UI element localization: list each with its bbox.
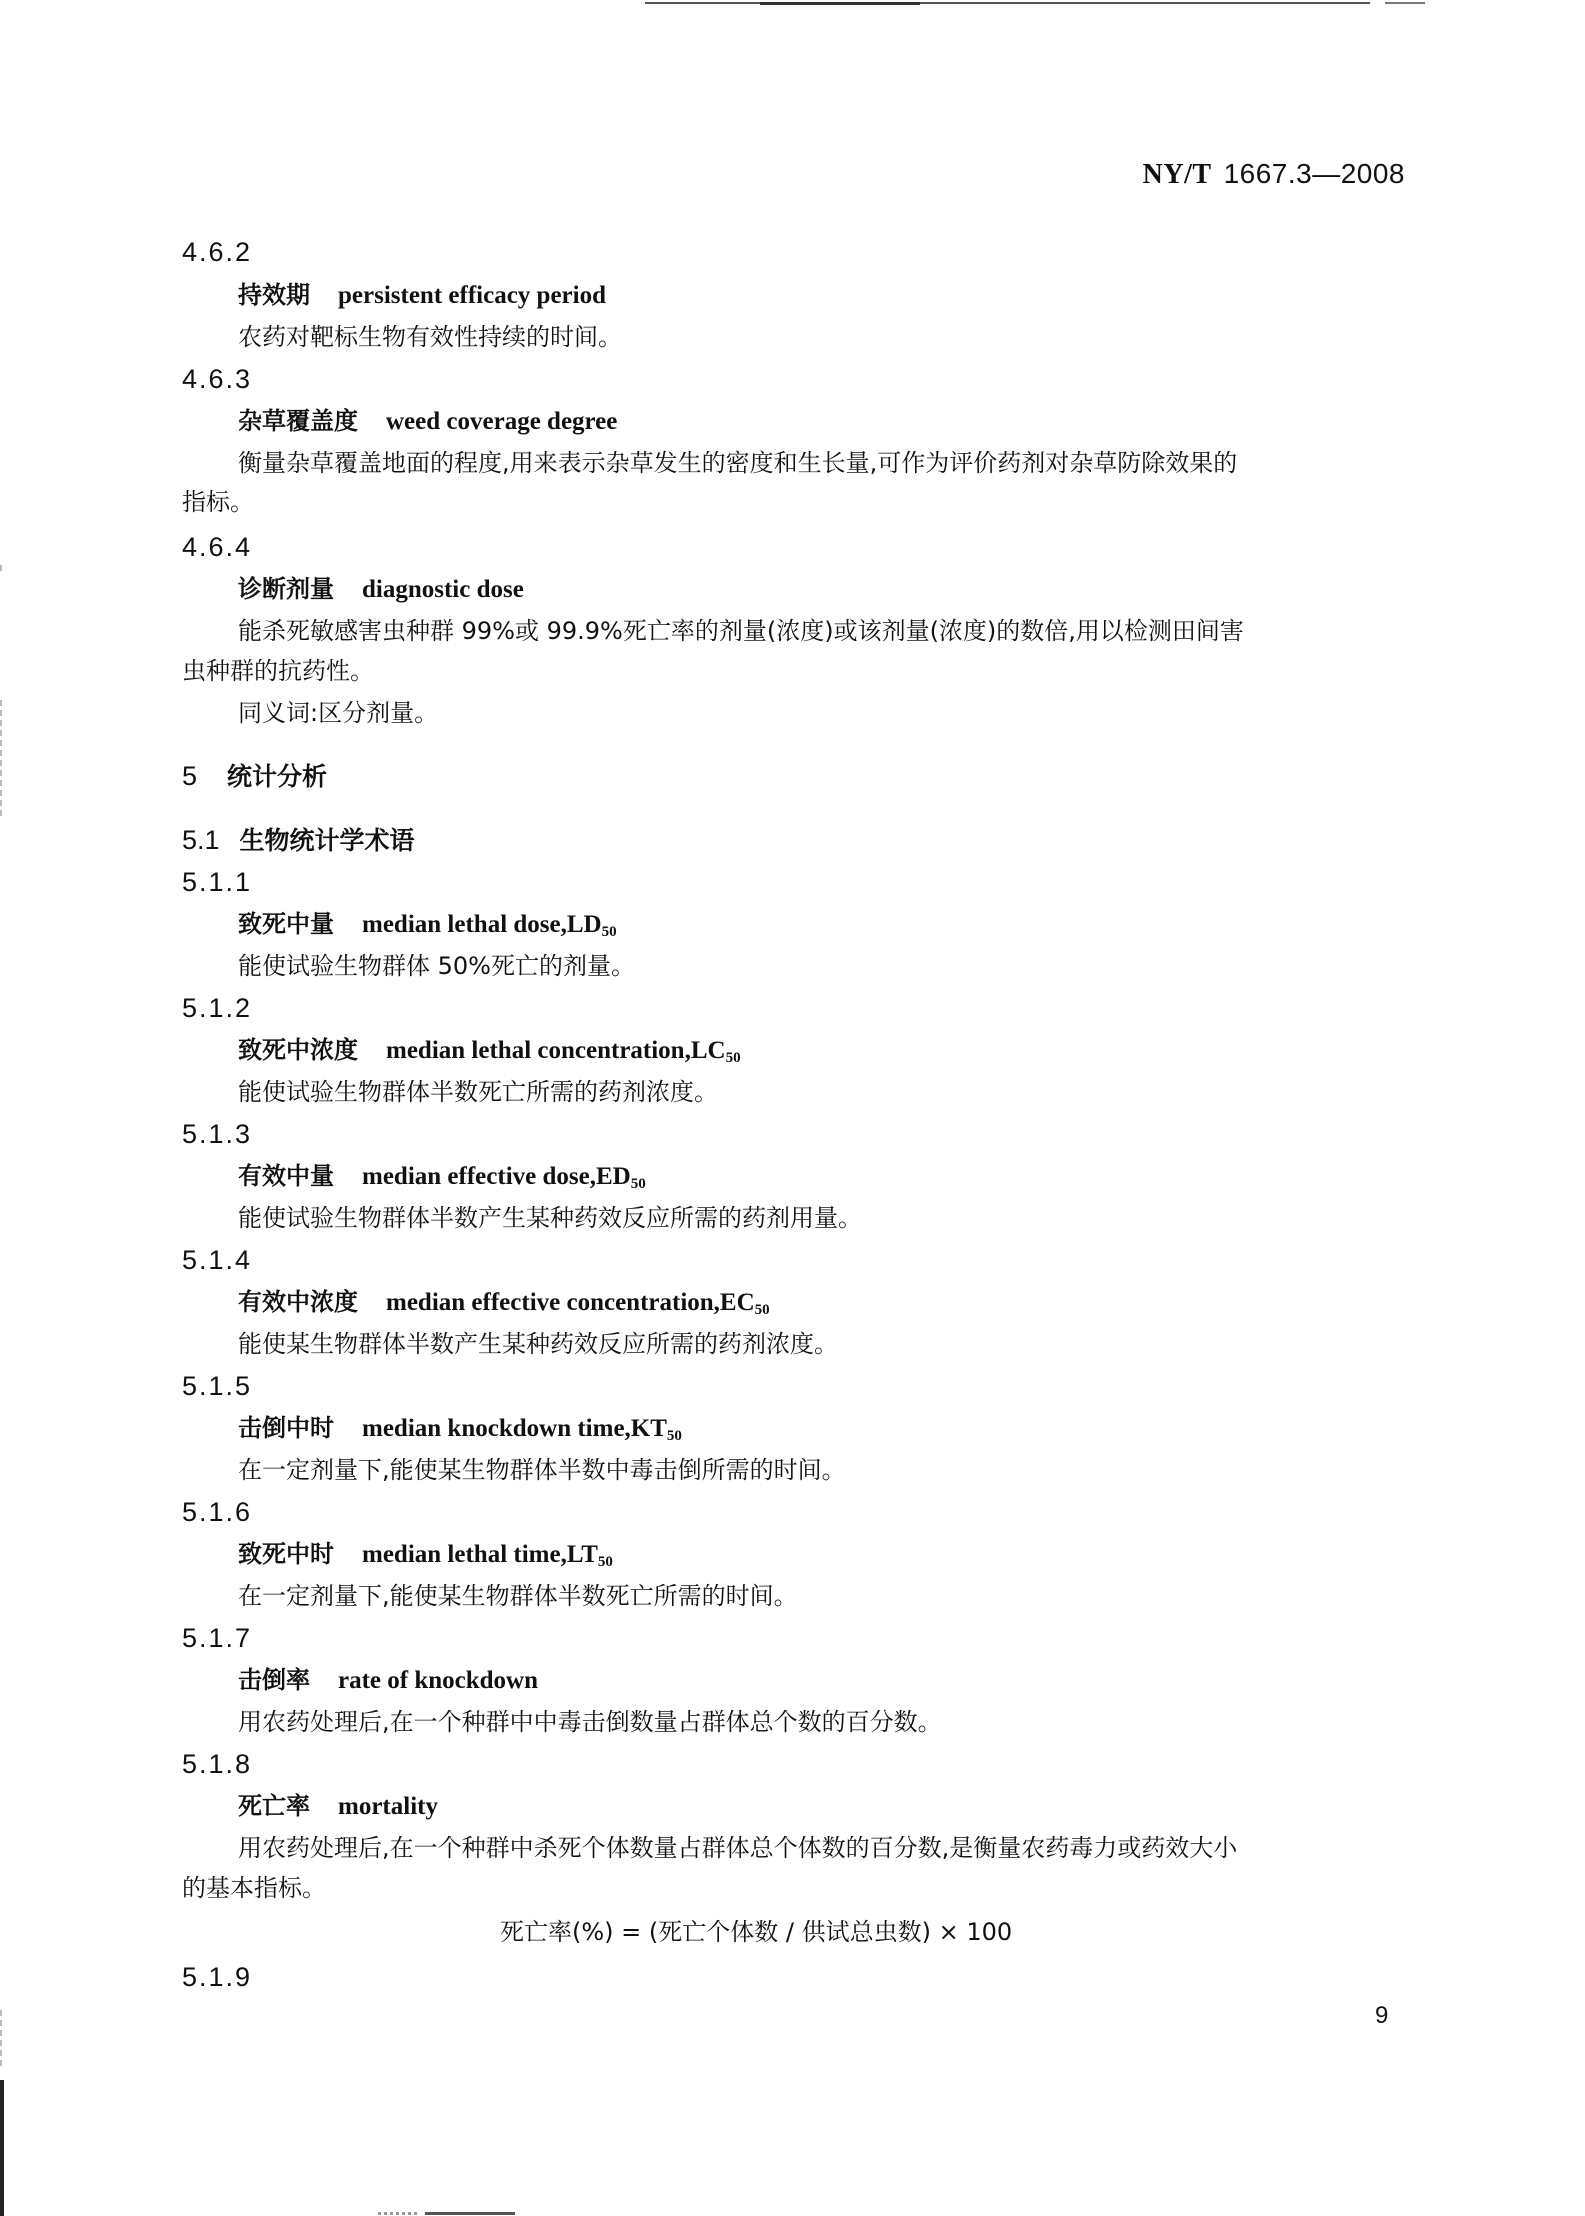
section-heading-5 — [182, 760, 327, 793]
term-subscript: 50 — [597, 1554, 613, 1570]
clause-number-5-1-7: 5.1.7 — [182, 1623, 253, 1653]
term-en: weed coverage degree — [386, 408, 618, 435]
left-scan-mark — [0, 700, 2, 820]
term-en: median effective dose,ED — [362, 1163, 631, 1190]
term-zh: 杂草覆盖度 — [238, 407, 358, 435]
clause-number-5-1-2: 5.1.2 — [182, 993, 253, 1023]
definition-5-1-5: 在一定剂量下,能使某生物群体半数中毒击倒所需的时间。 — [238, 1456, 846, 1484]
term-zh: 击倒率 — [238, 1666, 310, 1694]
section-title: 生物统计学术语 — [239, 826, 415, 855]
term-subscript: 50 — [601, 924, 617, 940]
clause-number-5-1-6: 5.1.6 — [182, 1497, 253, 1527]
term-zh: 有效中浓度 — [238, 1288, 358, 1316]
definition-5-1-3: 能使试验生物群体半数产生某种药效反应所需的药剂用量。 — [238, 1204, 862, 1232]
left-scan-mark — [0, 565, 2, 575]
definition-4-6-4-line2: 虫种群的抗药性。 — [182, 657, 374, 685]
term-heading-4-6-4 — [238, 573, 524, 606]
term-zh: 有效中量 — [238, 1162, 334, 1190]
clause-number-5-1-3: 5.1.3 — [182, 1119, 253, 1149]
term-en: median lethal dose,LD — [362, 911, 602, 938]
standard-prefix: NY/T — [1142, 159, 1212, 190]
clause-number-5-1-5: 5.1.5 — [182, 1371, 253, 1401]
definition-5-1-7: 用农药处理后,在一个种群中中毒击倒数量占群体总个数的百分数。 — [238, 1708, 942, 1736]
term-heading-5-1-7 — [238, 1664, 538, 1697]
term-heading-5-1-6 — [238, 1538, 613, 1571]
clause-number-5-1-4: 5.1.4 — [182, 1245, 253, 1275]
term-en: median lethal time,LT — [362, 1541, 598, 1568]
term-en: diagnostic dose — [362, 576, 524, 603]
term-en: median knockdown time,KT — [362, 1415, 667, 1442]
term-zh: 诊断剂量 — [238, 575, 334, 603]
term-heading-5-1-8 — [238, 1790, 438, 1823]
clause-number-5-1-9: 5.1.9 — [182, 1962, 253, 1992]
definition-5-1-6: 在一定剂量下,能使某生物群体半数死亡所需的时间。 — [238, 1582, 798, 1610]
term-en: median effective concentration,EC — [386, 1289, 755, 1316]
term-subscript: 50 — [725, 1050, 741, 1066]
left-scan-mark — [0, 2010, 2, 2070]
term-zh: 持效期 — [238, 281, 310, 309]
section-heading-5-1 — [182, 824, 415, 857]
mortality-formula: 死亡率(%) = (死亡个体数 / 供试总虫数) × 100 — [500, 1918, 1013, 1946]
clause-number-4-6-2: 4.6.2 — [182, 237, 253, 267]
term-en: persistent efficacy period — [338, 282, 606, 309]
term-en: mortality — [338, 1793, 438, 1820]
bottom-scan-rule — [425, 2212, 515, 2215]
clause-number-5-1-8: 5.1.8 — [182, 1749, 253, 1779]
term-heading-4-6-3 — [238, 405, 617, 438]
top-scan-rule-right — [1385, 2, 1425, 4]
term-heading-5-1-1 — [238, 908, 617, 941]
standard-code-header — [1143, 158, 1405, 191]
term-en: median lethal concentration,LC — [386, 1037, 726, 1064]
term-zh: 致死中量 — [238, 910, 334, 938]
term-zh: 死亡率 — [238, 1792, 310, 1820]
bottom-scan-dots — [378, 2212, 418, 2215]
term-heading-5-1-5 — [238, 1412, 682, 1445]
term-zh: 致死中浓度 — [238, 1036, 358, 1064]
definition-4-6-3-line2: 指标。 — [182, 488, 254, 516]
section-number: 5 — [182, 761, 198, 791]
definition-4-6-3-line1: 衡量杂草覆盖地面的程度,用来表示杂草发生的密度和生长量,可作为评价药剂对杂草防除效果的 — [238, 449, 1238, 477]
term-heading-5-1-4 — [238, 1286, 770, 1319]
term-heading-4-6-2 — [238, 279, 606, 312]
section-title: 统计分析 — [227, 762, 328, 791]
clause-number-5-1-1: 5.1.1 — [182, 867, 253, 897]
term-en: rate of knockdown — [338, 1667, 539, 1694]
term-zh: 击倒中时 — [238, 1414, 334, 1442]
term-subscript: 50 — [666, 1428, 682, 1444]
definition-4-6-2: 农药对靶标生物有效性持续的时间。 — [238, 323, 622, 351]
standard-number: 1667.3—2008 — [1223, 158, 1405, 189]
term-zh: 致死中时 — [238, 1540, 334, 1568]
definition-5-1-8-line1: 用农药处理后,在一个种群中杀死个体数量占群体总个体数的百分数,是衡量农药毒力或药效大小 — [238, 1834, 1238, 1862]
top-scan-rule-dark — [760, 2, 920, 5]
term-heading-5-1-2 — [238, 1034, 741, 1067]
clause-number-4-6-4: 4.6.4 — [182, 532, 253, 562]
definition-5-1-1: 能使试验生物群体 50%死亡的剂量。 — [238, 952, 635, 980]
section-number: 5.1 — [182, 825, 220, 855]
definition-5-1-8-line2: 的基本指标。 — [182, 1874, 326, 1902]
term-subscript: 50 — [754, 1302, 770, 1318]
definition-4-6-4-line1: 能杀死敏感害虫种群 99%或 99.9%死亡率的剂量(浓度)或该剂量(浓度)的数倍,用以检测田间害 — [238, 617, 1244, 645]
synonym-4-6-4: 同义词:区分剂量。 — [238, 699, 439, 727]
term-subscript: 50 — [630, 1176, 646, 1192]
left-scan-edge — [0, 2080, 4, 2216]
top-scan-rule — [645, 2, 1370, 4]
term-heading-5-1-3 — [238, 1160, 646, 1193]
definition-5-1-4: 能使某生物群体半数产生某种药效反应所需的药剂浓度。 — [238, 1330, 838, 1358]
page-number: 9 — [1375, 2002, 1389, 2029]
clause-number-4-6-3: 4.6.3 — [182, 364, 253, 394]
definition-5-1-2: 能使试验生物群体半数死亡所需的药剂浓度。 — [238, 1078, 718, 1106]
